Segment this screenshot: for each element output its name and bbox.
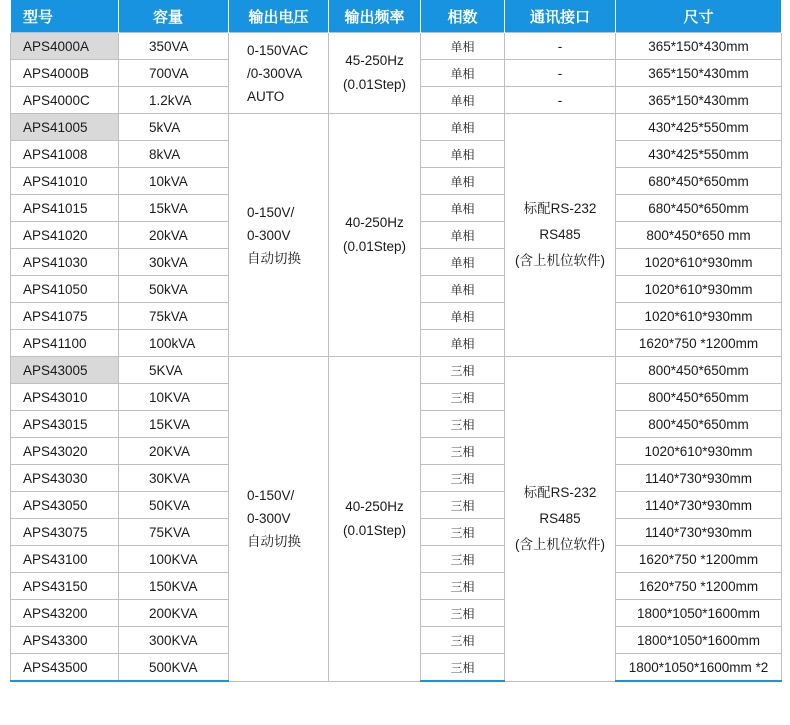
model-cell: APS4000B [11, 60, 119, 87]
capacity-cell: 50KVA [119, 492, 229, 519]
capacity-cell: 500KVA [119, 654, 229, 682]
output-frequency-line: 40-250Hz [345, 215, 404, 230]
phase-cell: 单相 [421, 195, 505, 222]
phase-cell: 单相 [421, 168, 505, 195]
capacity-cell: 8kVA [119, 141, 229, 168]
model-cell: APS41020 [11, 222, 119, 249]
output-voltage-line: 自动切换 [247, 250, 301, 266]
phase-cell: 三相 [421, 573, 505, 600]
header-output-frequency: 输出频率 [329, 0, 421, 33]
output-voltage-line: 0-150V/ [247, 204, 295, 220]
dimensions-cell: 800*450*650mm [616, 357, 782, 384]
comm-interface-cell [505, 357, 616, 682]
model-cell: APS41050 [11, 276, 119, 303]
output-voltage-line: 0-150V/ [247, 488, 295, 504]
output-frequency-line: 45-250Hz [345, 53, 404, 68]
dimensions-cell: 1620*750 *1200mm [616, 573, 782, 600]
output-voltage-line: 0-150VAC [247, 42, 309, 58]
phase-cell: 三相 [421, 357, 505, 384]
phase-cell: 单相 [421, 330, 505, 357]
header-capacity: 容量 [119, 0, 229, 33]
output-frequency-cell [329, 33, 421, 114]
capacity-cell: 50kVA [119, 276, 229, 303]
comm-interface-line: 标配RS-232 [523, 201, 597, 216]
capacity-cell: 30kVA [119, 249, 229, 276]
phase-cell: 单相 [421, 60, 505, 87]
output-frequency-cell [329, 357, 421, 682]
output-frequency-line: 40-250Hz [345, 498, 404, 514]
model-cell: APS41075 [11, 303, 119, 330]
comm-interface-line: RS485 [539, 227, 581, 242]
dimensions-cell: 430*425*550mm [616, 141, 782, 168]
model-cell: APS41015 [11, 195, 119, 222]
spec-table [10, 0, 782, 682]
header-row [11, 0, 782, 33]
capacity-cell: 20KVA [119, 438, 229, 465]
model-cell: APS41005 [11, 114, 119, 141]
capacity-cell: 5KVA [119, 357, 229, 384]
header-output-voltage: 输出电压 [229, 0, 329, 33]
phase-cell: 单相 [421, 33, 505, 60]
capacity-cell: 5kVA [119, 114, 229, 141]
model-cell: APS43005 [11, 357, 119, 384]
header-phase: 相数 [421, 0, 505, 33]
header-model: 型号 [11, 0, 119, 33]
capacity-cell: 20kVA [119, 222, 229, 249]
dimensions-cell: 1800*1050*1600mm *2 [616, 654, 782, 682]
comm-interface-cell [505, 114, 616, 357]
comm-interface-cell: - [505, 60, 616, 87]
dimensions-cell: 800*450*650mm [616, 411, 782, 438]
dimensions-cell: 800*450*650mm [616, 384, 782, 411]
dimensions-cell: 1140*730*930mm [616, 492, 782, 519]
model-cell: APS43200 [11, 600, 119, 627]
model-cell: APS43030 [11, 465, 119, 492]
dimensions-cell: 1020*610*930mm [616, 303, 782, 330]
table-row [11, 357, 782, 384]
model-cell: APS41100 [11, 330, 119, 357]
output-voltage-cell [229, 114, 329, 357]
dimensions-cell: 1140*730*930mm [616, 465, 782, 492]
table-row [11, 33, 782, 60]
dimensions-cell: 680*450*650mm [616, 168, 782, 195]
model-cell: APS43015 [11, 411, 119, 438]
capacity-cell: 200KVA [119, 600, 229, 627]
dimensions-cell: 365*150*430mm [616, 60, 782, 87]
output-frequency-line: (0.01Step) [342, 239, 407, 254]
model-cell: APS43050 [11, 492, 119, 519]
header-comm-interface: 通讯接口 [505, 0, 616, 33]
dimensions-cell: 1800*1050*1600mm [616, 627, 782, 654]
phase-cell: 三相 [421, 546, 505, 573]
output-voltage-line: 0-300V [247, 511, 291, 527]
phase-cell: 三相 [421, 411, 505, 438]
capacity-cell: 100kVA [119, 330, 229, 357]
capacity-cell: 15kVA [119, 195, 229, 222]
phase-cell: 单相 [421, 303, 505, 330]
dimensions-cell: 800*450*650 mm [616, 222, 782, 249]
phase-cell: 三相 [421, 465, 505, 492]
capacity-cell: 75KVA [119, 519, 229, 546]
comm-interface-line: (含上机位软件) [515, 536, 605, 552]
model-cell: APS43010 [11, 384, 119, 411]
phase-cell: 单相 [421, 222, 505, 249]
phase-cell: 单相 [421, 249, 505, 276]
phase-cell: 三相 [421, 384, 505, 411]
comm-interface-line: 标配RS-232 [523, 484, 597, 500]
model-cell: APS43100 [11, 546, 119, 573]
phase-cell: 单相 [421, 141, 505, 168]
model-cell: APS43150 [11, 573, 119, 600]
output-frequency-cell [329, 114, 421, 357]
dimensions-cell: 680*450*650mm [616, 195, 782, 222]
model-cell: APS41010 [11, 168, 119, 195]
phase-cell: 三相 [421, 492, 505, 519]
phase-cell: 三相 [421, 654, 505, 682]
header-dimensions: 尺寸 [616, 0, 782, 33]
phase-cell: 单相 [421, 114, 505, 141]
capacity-cell: 100KVA [119, 546, 229, 573]
dimensions-cell: 1020*610*930mm [616, 438, 782, 465]
model-cell: APS41008 [11, 141, 119, 168]
capacity-cell: 300KVA [119, 627, 229, 654]
model-cell: APS43020 [11, 438, 119, 465]
output-voltage-line: /0-300VA [247, 65, 303, 81]
phase-cell: 三相 [421, 600, 505, 627]
dimensions-cell: 430*425*550mm [616, 114, 782, 141]
capacity-cell: 350VA [119, 33, 229, 60]
dimensions-cell: 1620*750 *1200mm [616, 546, 782, 573]
output-voltage-line: 0-300V [247, 227, 291, 243]
dimensions-cell: 1020*610*930mm [616, 249, 782, 276]
output-frequency-line: (0.01Step) [342, 522, 407, 538]
capacity-cell: 10KVA [119, 384, 229, 411]
table-row [11, 114, 782, 141]
dimensions-cell: 1620*750 *1200mm [616, 330, 782, 357]
comm-interface-line: RS485 [539, 510, 581, 526]
output-frequency-line: (0.01Step) [342, 77, 407, 92]
dimensions-cell: 1020*610*930mm [616, 276, 782, 303]
phase-cell: 单相 [421, 276, 505, 303]
model-cell: APS41030 [11, 249, 119, 276]
phase-cell: 三相 [421, 519, 505, 546]
capacity-cell: 30KVA [119, 465, 229, 492]
model-cell: APS43500 [11, 654, 119, 682]
comm-interface-cell: - [505, 87, 616, 114]
capacity-cell: 1.2kVA [119, 87, 229, 114]
output-voltage-line: 自动切换 [247, 534, 301, 550]
output-voltage-cell [229, 33, 329, 114]
phase-cell: 三相 [421, 438, 505, 465]
dimensions-cell: 365*150*430mm [616, 33, 782, 60]
output-voltage-cell [229, 357, 329, 682]
model-cell: APS4000C [11, 87, 119, 114]
model-cell: APS4000A [11, 33, 119, 60]
dimensions-cell: 1800*1050*1600mm [616, 600, 782, 627]
dimensions-cell: 365*150*430mm [616, 87, 782, 114]
phase-cell: 三相 [421, 627, 505, 654]
capacity-cell: 10kVA [119, 168, 229, 195]
comm-interface-line: (含上机位软件) [515, 253, 605, 268]
dimensions-cell: 1140*730*930mm [616, 519, 782, 546]
capacity-cell: 150KVA [119, 573, 229, 600]
comm-interface-cell: - [505, 33, 616, 60]
capacity-cell: 700VA [119, 60, 229, 87]
phase-cell: 单相 [421, 87, 505, 114]
output-voltage-line: AUTO [247, 88, 285, 104]
model-cell: APS43300 [11, 627, 119, 654]
model-cell: APS43075 [11, 519, 119, 546]
capacity-cell: 15KVA [119, 411, 229, 438]
capacity-cell: 75kVA [119, 303, 229, 330]
